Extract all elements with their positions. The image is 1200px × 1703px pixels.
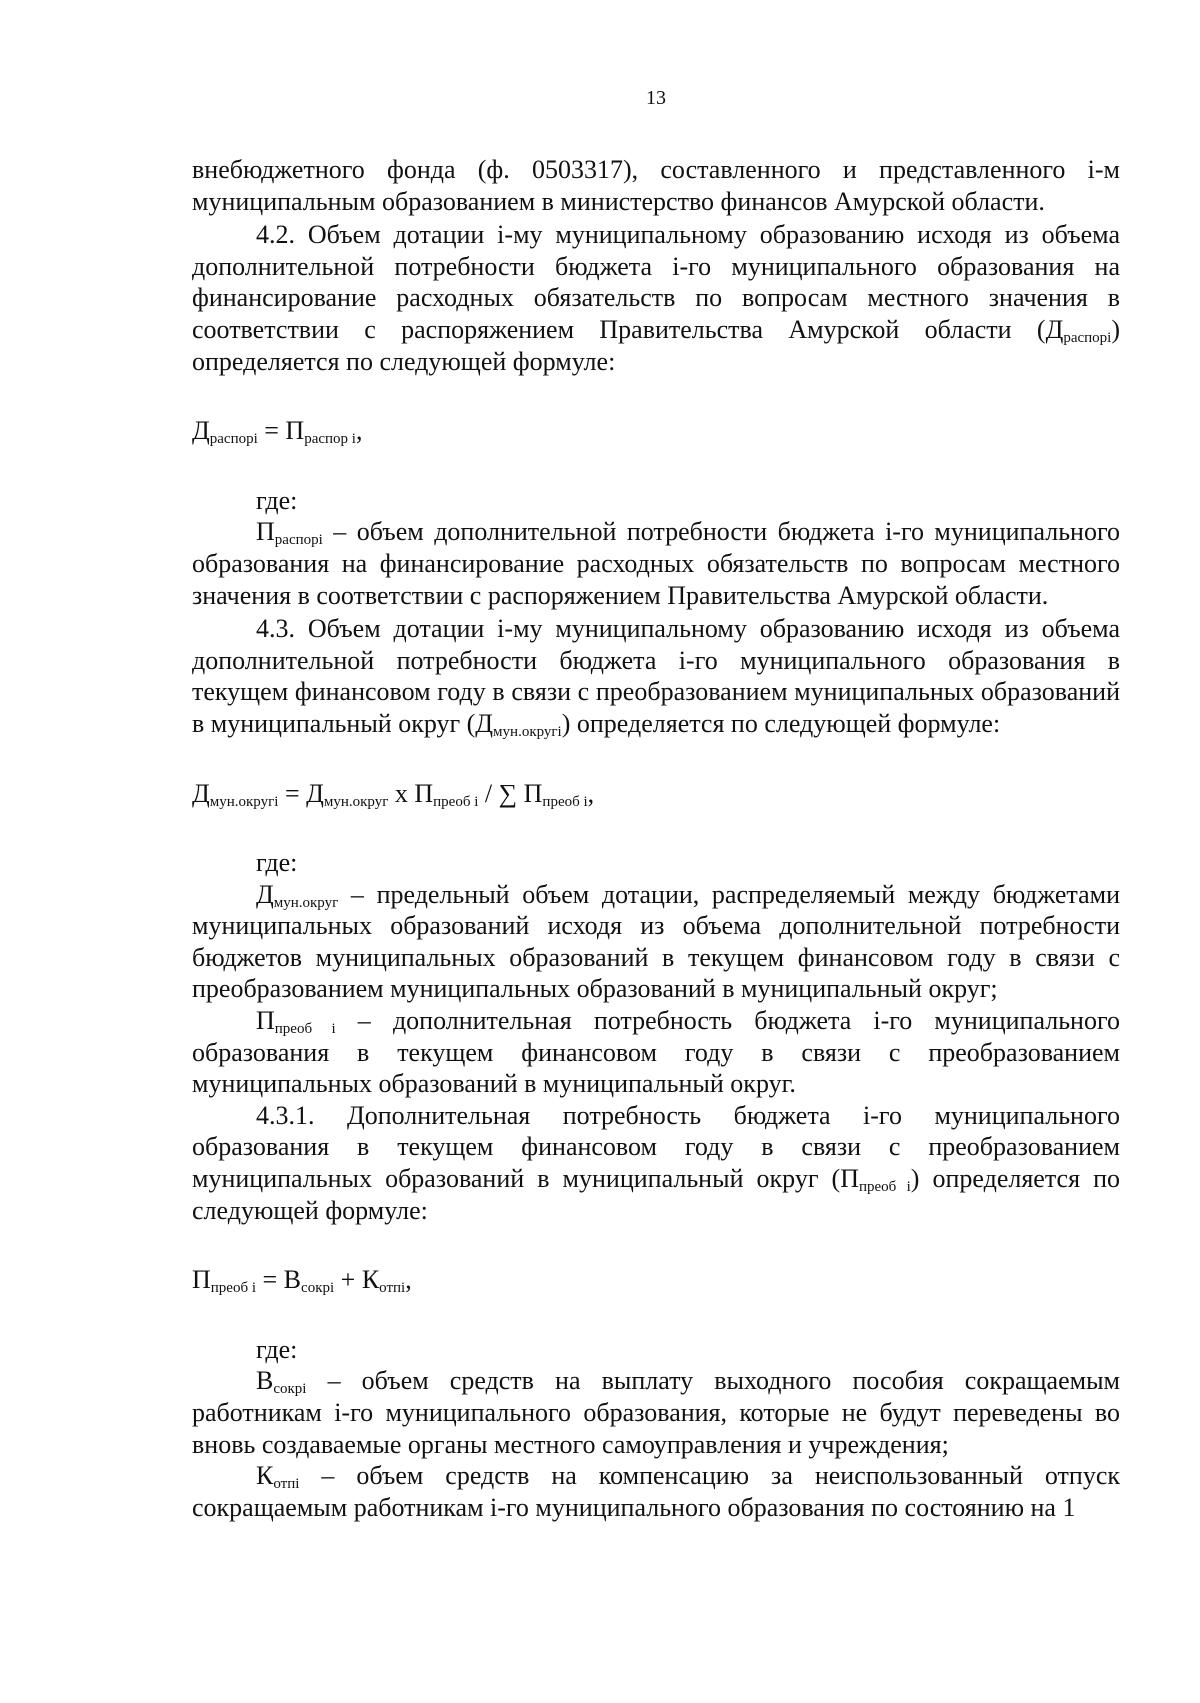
definition-text: – предельный объем дотации, распределяемый между бюджетами муниципальных образований исходя из объема дополнительной потребности бюджетов муниципальных образований в текущем финансовом году в связи с преобразованием муниципальных образований в муниципальный округ; — [192, 879, 1120, 1004]
subscript: мун.округi — [209, 793, 279, 810]
paragraph-4-3-tail: ) определяется по следующей формуле: — [561, 708, 1001, 738]
subscript: преоб i — [210, 1280, 257, 1297]
formula-symbol: П — [192, 1265, 211, 1295]
definition-d-mun-okrug — [192, 879, 1120, 1005]
definition-symbol: Д — [256, 879, 274, 909]
where-label: где: — [256, 848, 298, 878]
definition-text: – объем дополнительной потребности бюджета i-го муниципального образования на финансирование расходных обязательств по вопросам местного значения в соответствии с распоряжением Правительства Амурской области. — [192, 517, 1120, 610]
definition-text: – объем средств на компенсацию за неиспользованный отпуск сокращаемым работникам i-го муниципального образования по состоянию на 1 — [192, 1461, 1120, 1522]
subscript: распор i — [304, 431, 356, 448]
formula-2 — [192, 778, 1120, 810]
formula-punct: , — [355, 416, 363, 446]
subscript: мун.округ — [323, 793, 389, 810]
formula-operator: / ∑ П — [478, 778, 543, 808]
formula-operator: = Д — [278, 778, 324, 808]
paragraph-4-3-1 — [192, 1100, 1120, 1226]
paragraph-4-2 — [192, 219, 1120, 377]
paragraph-4-3 — [192, 613, 1120, 739]
formula-punct: , — [587, 778, 595, 808]
definition-p-preob — [192, 1005, 1120, 1100]
definition-symbol: К — [256, 1461, 274, 1491]
subscript: мун.округ — [273, 894, 339, 911]
subscript: сокрi — [301, 1280, 335, 1297]
subscript: сокрi — [273, 1381, 307, 1398]
subscript: преоб i — [542, 793, 588, 810]
definition-k-otp — [192, 1460, 1120, 1523]
formula-3 — [192, 1264, 1120, 1296]
paragraph-4-2-text: 4.2. Объем дотации i-му муниципальному образованию исходя из объема дополнительной потребности бюджета i-го муниципального образования на финансирование расходных обязательств по вопросам местного значения в соответствии с распоряжением Правительства Амурской области (Д — [192, 220, 1120, 344]
definition-symbol: П — [256, 517, 275, 547]
subscript: распорi — [209, 431, 258, 448]
paragraph-4-2-tail: ) определяется по следующей формуле: — [192, 314, 1120, 376]
subscript: преоб i — [274, 1021, 336, 1038]
formula-1 — [192, 415, 1120, 447]
subscript: преоб i — [433, 793, 479, 810]
formula-punct: , — [405, 1265, 412, 1295]
definition-p-raspor — [192, 516, 1120, 611]
where-label: где: — [256, 485, 298, 515]
document-body — [192, 86, 1120, 1523]
definition-text: – объем средств на выплату выходного пособия сокращаемым работникам i-го муниципального образования, которые не будут переведены во вновь создаваемые органы местного самоуправления и учреждения; — [192, 1366, 1120, 1459]
formula-operator: + К — [334, 1265, 380, 1295]
paragraph-4-3-text: 4.3. Объем дотации i-му муниципальному образованию исходя из объема дополнительной потребности бюджета i-го муниципального образования в текущем финансовом году в связи с преобразованием муниципальных образований в муниципальный округ (Д — [192, 614, 1120, 738]
formula-symbol: Д — [192, 778, 210, 808]
where-label: где: — [256, 1334, 298, 1364]
definition-symbol: П — [256, 1006, 275, 1036]
subscript: отпi — [273, 1476, 300, 1493]
formula-operator: = П — [257, 416, 305, 446]
definition-symbol: В — [256, 1366, 274, 1396]
definition-v-sokr — [192, 1365, 1120, 1460]
formula-symbol: Д — [192, 416, 210, 446]
subscript: распорi — [274, 532, 323, 549]
formula-operator: = В — [256, 1265, 302, 1295]
paragraph-4-3-1-tail: ) определяется по следующей формуле: — [192, 1164, 1120, 1225]
page-number: 13 — [646, 87, 666, 109]
paragraph-continuation: внебюджетного фонда (ф. 0503317), составленного и представленного i-м муниципальным образованием в министерство финансов Амурской области. — [192, 155, 1120, 216]
subscript: мун.округi — [493, 723, 562, 740]
subscript: распорi — [1063, 329, 1112, 346]
paragraph-4-3-1-text: 4.3.1. Дополнительная потребность бюджета i-го муниципального образования в текущем финансовом году в связи с преобразованием муниципальных образований в муниципальный округ (П — [192, 1100, 1120, 1194]
formula-operator: x П — [388, 778, 434, 808]
subscript: отпi — [379, 1280, 406, 1297]
subscript: преоб i — [858, 1179, 911, 1196]
definition-text: – дополнительная потребность бюджета i-го муниципального образования в текущем финансовом году в связи с преобразованием муниципальных образований в муниципальный округ. — [192, 1006, 1120, 1099]
